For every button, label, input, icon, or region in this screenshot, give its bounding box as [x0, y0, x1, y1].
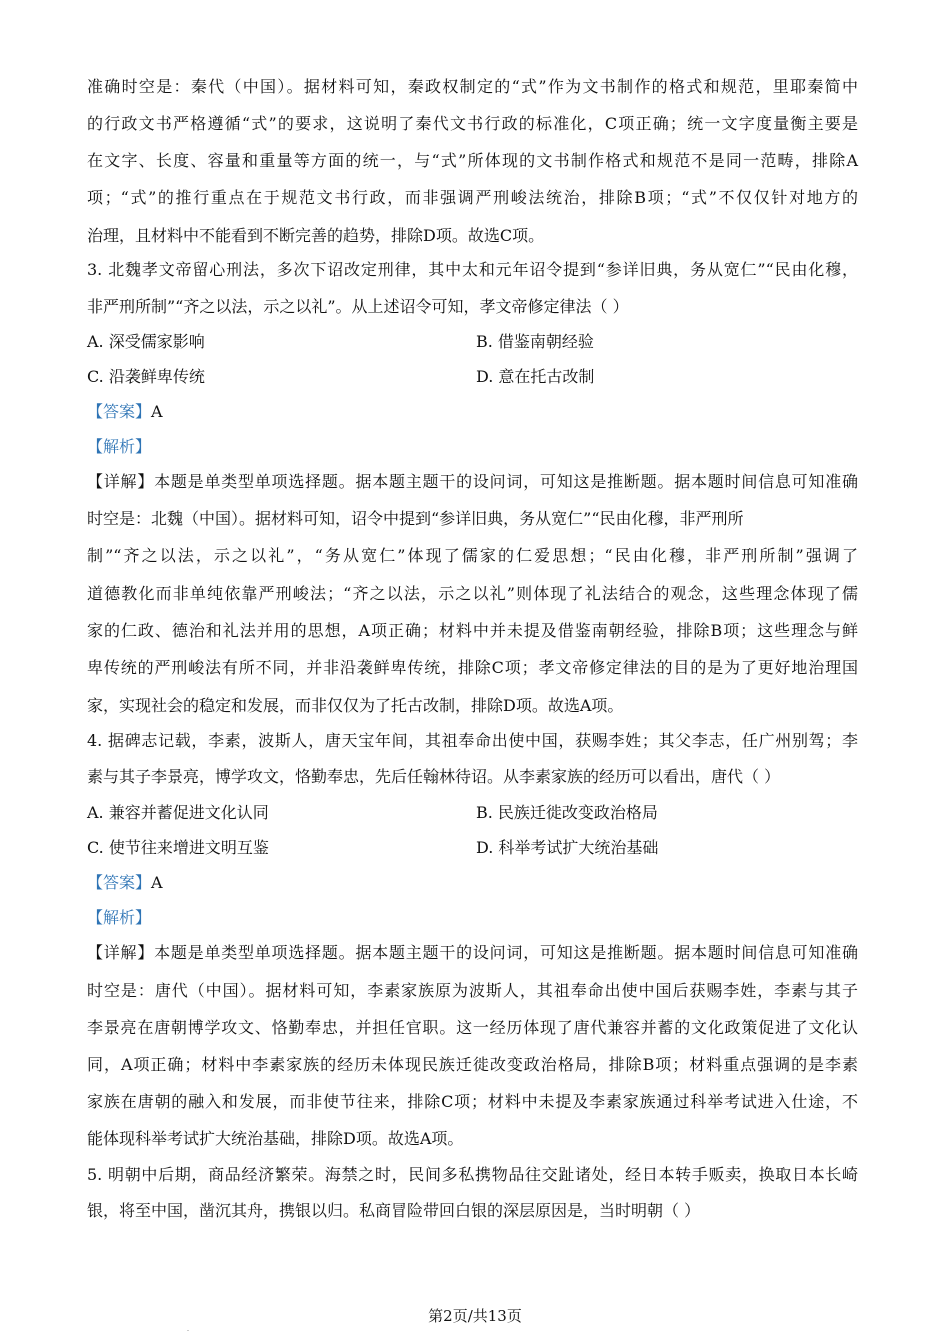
answer-line — [87, 872, 858, 894]
question-stem: 素与其子李景亮，博学攻文，恪勤奉忠，先后任翰林待诏。从李素家族的经历可以看出，唐代（ ） — [87, 767, 781, 786]
page-number: 第2页/共13页 — [428, 1307, 522, 1325]
detail-line: 卑传统的严刑峻法有所不同，并非沿袭鲜卑传统，排除C项；孝文帝修定律法的目的是为了更好地治理国 — [87, 658, 858, 677]
answer-value: A — [151, 873, 163, 892]
question-stem: 5. 明朝中后期，商品经济繁荣。海禁之时，民间多私携物品往交趾诸处，经日本转手贩卖，换取日本长崎 — [87, 1165, 858, 1184]
analysis-label: 【解析】 — [87, 908, 152, 927]
detail-line: 李景亮在唐朝博学攻文、恪勤奉忠，并担任官职。这一经历体现了唐代兼容并蓄的文化政策促进了文化认 — [87, 1018, 858, 1037]
detail-line: 【详解】本题是单类型单项选择题。据本题主题干的设问词，可知这是推断题。据本题时间信息可知准确 — [87, 472, 858, 491]
text-line: 治理，且材料中不能看到不断完善的趋势，排除D项。故选C项。 — [87, 226, 545, 245]
detail-line: 能体现科举考试扩大统治基础，排除D项。故选A项。 — [87, 1129, 464, 1148]
answer-value: A — [151, 402, 163, 421]
answer-line — [87, 401, 858, 423]
option-d: D. 科举考试扩大统治基础 — [476, 838, 659, 857]
detail-line: 【详解】本题是单类型单项选择题。据本题主题干的设问词，可知这是推断题。据本题时间信息可知准确 — [87, 943, 858, 962]
detail-line: 家族在唐朝的融入和发展，而非使节往来，排除C项；材料中未提及李素家族通过科举考试进入仕途，不 — [87, 1092, 858, 1111]
question-stem: 银，将至中国，凿沉其舟，携银以归。私商冒险带回白银的深层原因是，当时明朝（ ） — [87, 1201, 701, 1220]
option-b: B. 借鉴南朝经验 — [476, 332, 594, 351]
option-c: C. 使节往来增进文明互鉴 — [87, 838, 269, 857]
detail-line: 道德教化而非单纯依靠严刑峻法；“齐之以法，示之以礼”则体现了礼法结合的观念，这些理念体现了儒 — [87, 584, 858, 603]
answer-label: 【答案】 — [87, 873, 152, 892]
question-stem: 3. 北魏孝文帝留心刑法，多次下诏改定刑律，其中太和元年诏令提到“参详旧典，务从宽仁”“民由化穆， — [87, 260, 858, 279]
analysis-label: 【解析】 — [87, 437, 152, 456]
text-line: 的行政文书严格遵循“式”的要求，这说明了秦代文书行政的标准化，C项正确；统一文字度量衡主要是 — [87, 114, 858, 133]
decorative-dot — [187, 1330, 189, 1331]
question-stem: 4. 据碑志记载，李素，波斯人，唐天宝年间，其祖奉命出使中国，获赐李姓；其父李志，任广州别驾；李 — [87, 731, 858, 750]
detail-line: 制”“齐之以法，示之以礼”，“务从宽仁”体现了儒家的仁爱思想；“民由化穆，非严刑所制”强调了 — [87, 546, 858, 565]
text-line: 在文字、长度、容量和重量等方面的统一，与“式”所体现的文书制作格式和规范不是同一范畴，排除A — [87, 151, 858, 170]
option-d: D. 意在托古改制 — [476, 367, 595, 386]
option-c: C. 沿袭鲜卑传统 — [87, 367, 205, 386]
detail-line: 家，实现社会的稳定和发展，而非仅仅为了托古改制，排除D项。故选A项。 — [87, 696, 624, 715]
text-line: 项；“式”的推行重点在于规范文书行政，而非强调严刑峻法统治，排除B项；“式”不仅仅针对地方的 — [87, 188, 858, 207]
question-stem: 非严刑所制”“齐之以法，示之以礼”。从上述诏令可知，孝文帝修定律法（ ） — [87, 297, 629, 316]
detail-line: 时空是：唐代（中国）。据材料可知，李素家族原为波斯人，其祖奉命出使中国后获赐李姓，李素与其子 — [87, 981, 858, 1000]
option-a: A. 深受儒家影响 — [87, 332, 205, 351]
option-a: A. 兼容并蓄促进文化认同 — [87, 803, 269, 822]
answer-label: 【答案】 — [87, 402, 152, 421]
detail-line: 家的仁政、德治和礼法并用的思想，A项正确；材料中并未提及借鉴南朝经验，排除B项；这些理念与鲜 — [87, 621, 858, 640]
detail-line: 时空是：北魏（中国）。据材料可知，诏令中提到“参详旧典，务从宽仁”“民由化穆，非严刑所 — [87, 509, 744, 528]
text-line: 准确时空是：秦代（中国）。据材料可知，秦政权制定的“式”作为文书制作的格式和规范，里耶秦简中 — [87, 77, 858, 96]
option-b: B. 民族迁徙改变政治格局 — [476, 803, 658, 822]
detail-line: 同，A项正确；材料中李素家族的经历未体现民族迁徙改变政治格局，排除B项；材料重点强调的是李素 — [87, 1055, 858, 1074]
